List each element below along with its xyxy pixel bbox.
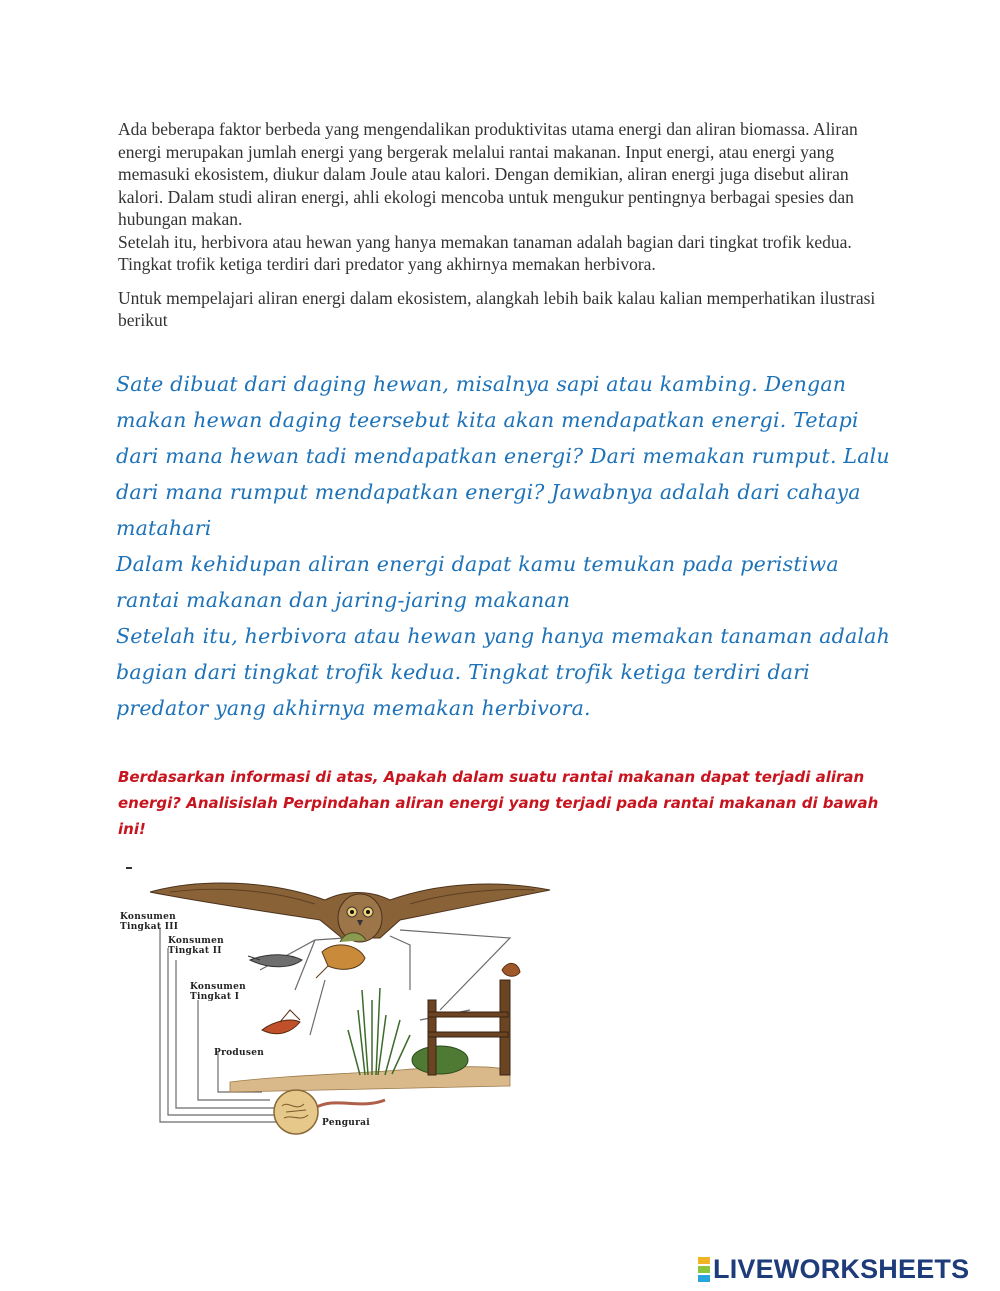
intro-text — [118, 118, 888, 332]
logo-block-blue — [698, 1275, 710, 1282]
food-chain-illustration — [110, 860, 560, 1140]
question-prompt: Berdasarkan informasi di atas, Apakah dalam suatu rantai makanan dapat terjadi aliran energi? Analisislah Perpindahan aliran energi yang terjadi pada rantai makanan di bawah ini! — [118, 768, 879, 838]
intro-paragraph-2: Setelah itu, herbivora atau hewan yang hanya memakan tanaman adalah bagian dari tingkat trofik kedua. Tingkat trofik ketiga terdiri dari predator yang akhirnya memakan herbivora. — [118, 231, 852, 274]
label-konsumen-3: Konsumen Tingkat III — [120, 912, 179, 932]
label-pengurai: Pengurai — [322, 1118, 371, 1128]
grass-icon — [348, 988, 410, 1075]
bird-icon — [248, 955, 302, 967]
food-chain-drawing — [110, 860, 560, 1140]
logo-block-yellow — [698, 1257, 710, 1264]
label-produsen: Produsen — [214, 1048, 265, 1058]
squirrel-icon — [502, 963, 520, 976]
script-paragraph-1: Sate dibuat dari daging hewan, misalnya sapi atau kambing. Dengan makan hewan daging teersebut kita akan mendapatkan energi. Tetapi dari mana hewan tadi mendapatkan energi? Dari memakan rumput. Lalu dari mana rumput mendapatkan energi? Jawabnya adalah dari cahaya matahari — [116, 372, 890, 540]
ground — [230, 1067, 510, 1092]
script-paragraph-2: Dalam kehidupan aliran energi dapat kamu temukan pada peristiwa rantai makanan dan jaring-jaring makanan — [116, 552, 839, 612]
liveworksheets-logo — [698, 1256, 969, 1282]
bush-icon — [412, 1046, 468, 1074]
intro-paragraph-1: Ada beberapa faktor berbeda yang mengendalikan produktivitas utama energi dan aliran biomassa. Aliran energi merupakan jumlah energi yang bergerak melalui rantai makanan. Input energi, atau energi yang memasuki ekosistem, diukur dalam Joule atau kalori. Dengan demikian, aliran energi juga disebut aliran kalori. Dalam studi aliran energi, ahli ekologi mencoba untuk mengukur pentingnya berbagai spesies dan hubungan makan. — [118, 119, 858, 229]
decomposer-icon — [274, 1090, 318, 1134]
logo-text: LIVEWORKSHEETS — [713, 1254, 970, 1284]
grasshopper-icon — [262, 1010, 300, 1034]
handwritten-explanation — [116, 366, 906, 726]
label-konsumen-2: Konsumen Tingkat II — [168, 936, 224, 956]
script-paragraph-3: Setelah itu, herbivora atau hewan yang hanya memakan tanaman adalah bagian dari tingkat trofik kedua. Tingkat trofik ketiga terdiri dari predator yang akhirnya memakan herbivora. — [116, 624, 890, 720]
logo-mark-icon — [698, 1256, 710, 1283]
intro-paragraph-3: Untuk mempelajari aliran energi dalam ekosistem, alangkah lebih baik kalau kalian memperhatikan ilustrasi berikut — [118, 287, 876, 330]
worm-icon — [315, 1100, 385, 1108]
label-konsumen-1: Konsumen Tingkat I — [190, 982, 246, 1002]
logo-block-green — [698, 1266, 710, 1273]
